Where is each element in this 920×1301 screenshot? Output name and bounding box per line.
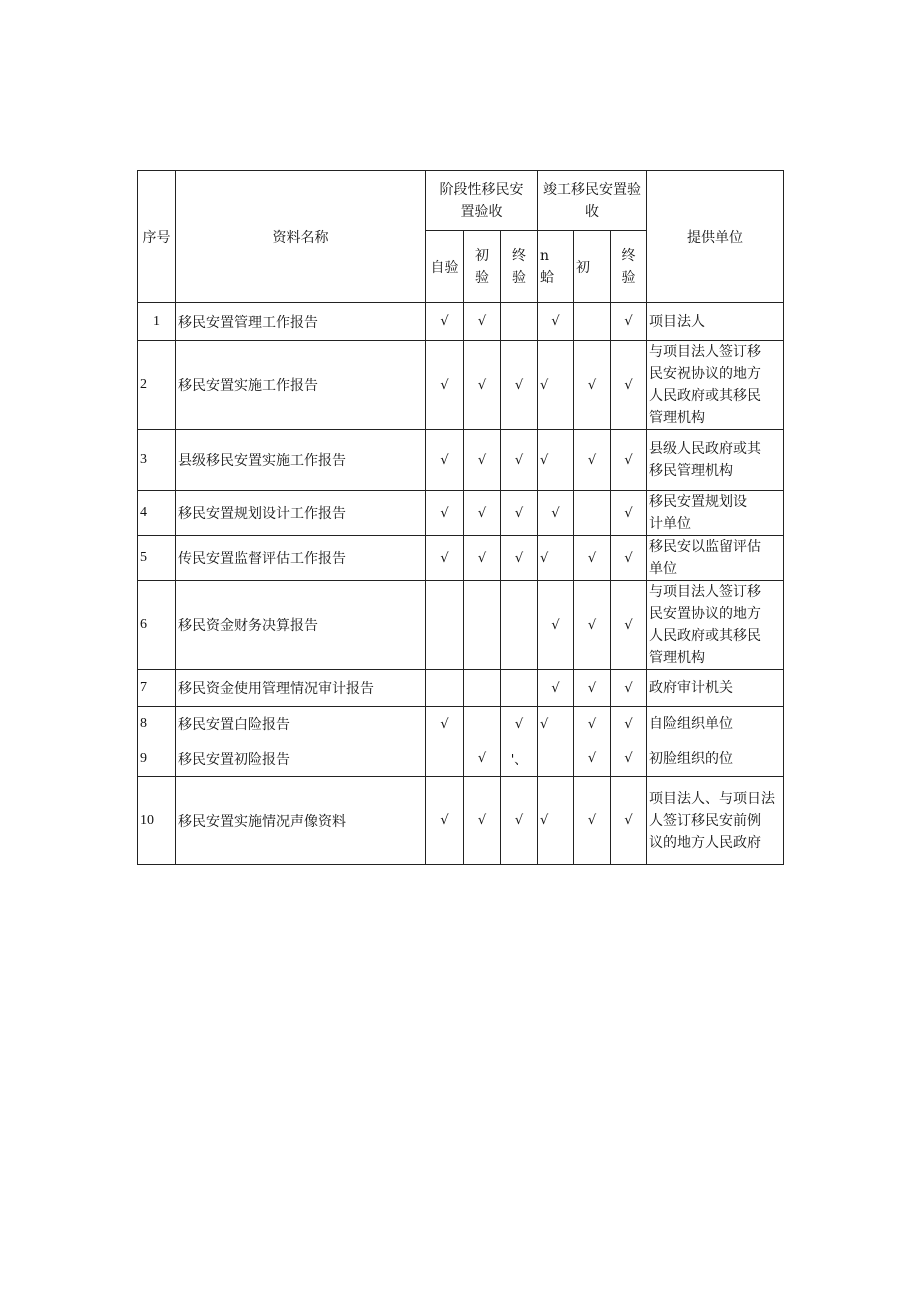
table-row: [138, 670, 784, 707]
header-stage-initial-check: 初 验: [464, 231, 501, 303]
row-check: √: [574, 536, 611, 581]
header-provider-unit: 提供单位: [647, 171, 784, 303]
row-unit: 项目法人、与项日法 人签订移民安前例 议的地方人民政府: [647, 777, 784, 865]
row-name: 移民安置规划设计工作报告: [176, 491, 426, 536]
row-check: √: [501, 777, 538, 865]
row-seq: 10: [138, 777, 176, 865]
row-seq: 3: [138, 430, 176, 491]
row-unit: 与项目法人签订移 民安置协议的地方 人民政府或其移民 管理机构: [647, 581, 784, 670]
row-name: 移民安置实施工作报告: [176, 341, 426, 430]
row-check: '、: [501, 742, 538, 777]
header-final-self-check: n 蛤: [538, 231, 574, 303]
row-check: √: [538, 670, 574, 707]
row-check: [426, 670, 464, 707]
row-check: [464, 581, 501, 670]
row-check: √: [611, 536, 647, 581]
row-seq: 8: [138, 707, 176, 742]
row-check: √: [574, 430, 611, 491]
row-check: √: [501, 491, 538, 536]
row-check: √: [538, 777, 574, 865]
table-row: [138, 742, 784, 777]
row-check: √: [611, 303, 647, 341]
row-check: √: [426, 303, 464, 341]
row-unit: 与项目法人签订移 民安祝协议的地方 人民政府或其移民 管理机构: [647, 341, 784, 430]
table-row: [138, 341, 784, 430]
table-row: [138, 581, 784, 670]
row-check: √: [501, 536, 538, 581]
row-check: [574, 491, 611, 536]
row-check: √: [538, 536, 574, 581]
row-name: 移民安置实施情况声像资料: [176, 777, 426, 865]
row-seq: 6: [138, 581, 176, 670]
table-row: [138, 303, 784, 341]
row-check: √: [611, 777, 647, 865]
row-unit: 项目法人: [647, 303, 784, 341]
row-name: 县级移民安置实施工作报告: [176, 430, 426, 491]
table-row: [138, 491, 784, 536]
row-check: √: [426, 777, 464, 865]
header-stage-acceptance: 阶段性移民安 置验收: [426, 171, 538, 231]
header-seq: 序号: [138, 171, 176, 303]
row-check: √: [426, 707, 464, 742]
row-check: [501, 303, 538, 341]
row-unit: 自险组织单位: [647, 707, 784, 742]
header-stage-final-check: 终 验: [501, 231, 538, 303]
row-check: [501, 670, 538, 707]
table-row: [138, 430, 784, 491]
row-check: √: [464, 491, 501, 536]
row-seq: 2: [138, 341, 176, 430]
row-check: √: [538, 707, 574, 742]
row-check: √: [538, 491, 574, 536]
row-check: √: [574, 341, 611, 430]
row-check: √: [611, 341, 647, 430]
header-final-final-check: 终 验: [611, 231, 647, 303]
row-check: √: [464, 742, 501, 777]
header-final-acceptance: 竣工移民安置验 收: [538, 171, 647, 231]
header-stage-self-check: 自验: [426, 231, 464, 303]
row-check: √: [538, 303, 574, 341]
row-check: √: [501, 707, 538, 742]
row-name: 传民安置监督评估工作报告: [176, 536, 426, 581]
row-unit: 初脸组织的位: [647, 742, 784, 777]
row-check: [464, 707, 501, 742]
header-row-1: [138, 171, 784, 231]
row-unit: 政府审计机关: [647, 670, 784, 707]
row-check: √: [426, 491, 464, 536]
row-check: √: [538, 341, 574, 430]
row-check: [426, 742, 464, 777]
row-check: √: [426, 430, 464, 491]
row-check: √: [611, 581, 647, 670]
row-name: 移民安置初险报告: [176, 742, 426, 777]
row-check: √: [538, 430, 574, 491]
row-check: [574, 303, 611, 341]
row-name: 移民资金财务决算报告: [176, 581, 426, 670]
row-check: √: [574, 581, 611, 670]
row-check: √: [464, 777, 501, 865]
table-row: [138, 536, 784, 581]
row-check: √: [426, 341, 464, 430]
row-check: √: [611, 670, 647, 707]
row-check: √: [464, 341, 501, 430]
table-row: [138, 777, 784, 865]
row-check: [501, 581, 538, 670]
table-row: [138, 707, 784, 742]
row-check: √: [464, 536, 501, 581]
row-check: √: [574, 777, 611, 865]
row-check: √: [611, 491, 647, 536]
row-check: √: [501, 341, 538, 430]
row-check: √: [574, 670, 611, 707]
row-check: √: [611, 430, 647, 491]
acceptance-materials-table: [137, 170, 784, 865]
row-check: [464, 670, 501, 707]
row-seq: 1: [138, 303, 176, 341]
row-check: [426, 581, 464, 670]
row-check: √: [538, 581, 574, 670]
row-check: √: [464, 303, 501, 341]
row-check: √: [574, 707, 611, 742]
row-unit: 移民安以监留评估 单位: [647, 536, 784, 581]
row-check: √: [574, 742, 611, 777]
row-unit: 移民安置规划设 计单位: [647, 491, 784, 536]
row-check: √: [611, 742, 647, 777]
row-check: √: [426, 536, 464, 581]
row-name: 移民安置白险报告: [176, 707, 426, 742]
row-seq: 4: [138, 491, 176, 536]
row-check: √: [611, 707, 647, 742]
row-name: 移民安置管理工作报告: [176, 303, 426, 341]
row-seq: 5: [138, 536, 176, 581]
row-seq: 9: [138, 742, 176, 777]
row-seq: 7: [138, 670, 176, 707]
row-unit: 县级人民政府或其 移民管理机构: [647, 430, 784, 491]
header-final-initial-check: 初: [574, 231, 611, 303]
header-name: 资料名称: [176, 171, 426, 303]
row-check: √: [464, 430, 501, 491]
row-name: 移民资金使用管理情况审计报告: [176, 670, 426, 707]
row-check: √: [501, 430, 538, 491]
row-check: [538, 742, 574, 777]
